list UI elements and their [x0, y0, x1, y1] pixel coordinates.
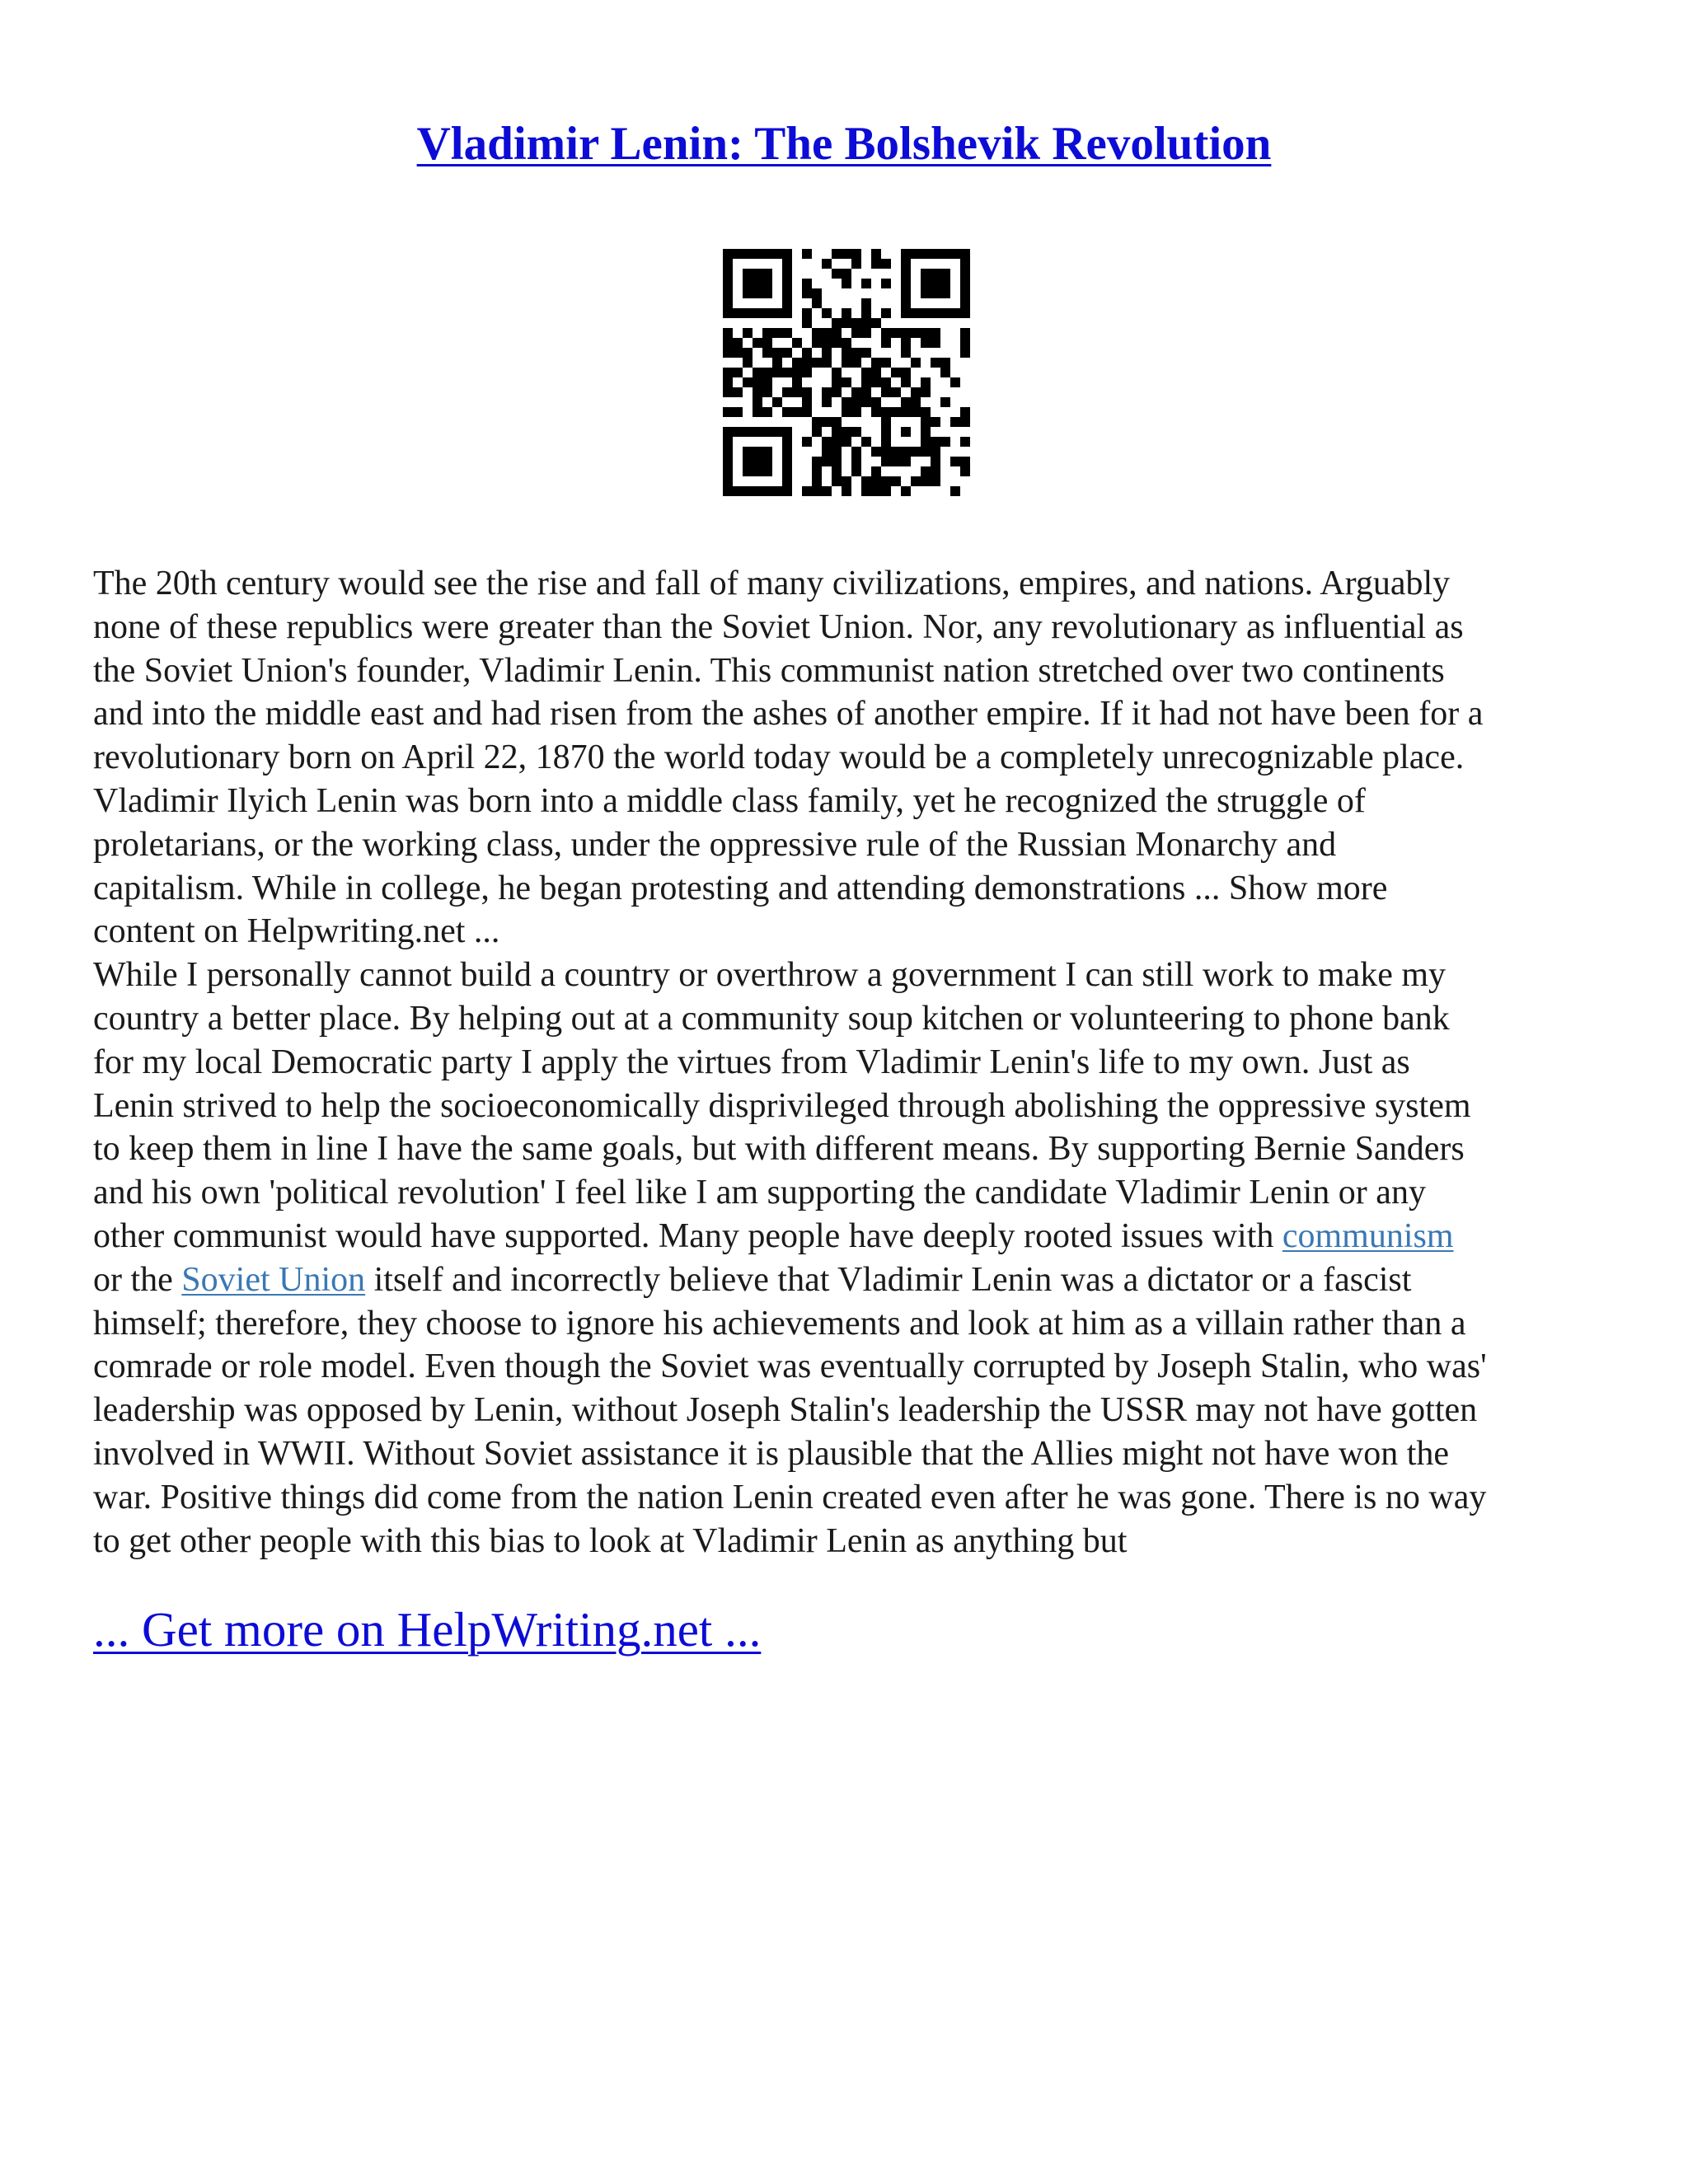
text-line: content on Helpwriting.net ...: [93, 912, 500, 951]
paragraph-2: [93, 954, 1601, 1563]
text-line: involved in WWII. Without Soviet assistance it is plausible that the Allies might not have won the: [93, 1434, 1450, 1473]
text-line: for my local Democratic party I apply the virtues from Vladimir Lenin's life to my own. Just as: [93, 1043, 1410, 1081]
page-title: [0, 115, 1688, 173]
text-line: the Soviet Union's founder, Vladimir Lenin. This communist nation stretched over two continents: [93, 651, 1445, 690]
communism-link[interactable]: communism: [1282, 1216, 1454, 1255]
text-line: himself; therefore, they choose to ignore his achievements and look at him as a villain rather than a: [93, 1304, 1466, 1343]
text-line-with-link: [93, 1258, 1601, 1302]
text-line: comrade or role model. Even though the Soviet was eventually corrupted by Joseph Stalin, who was': [93, 1347, 1487, 1386]
get-more-link[interactable]: ... Get more on HelpWriting.net ...: [93, 1602, 762, 1657]
text-segment: or the: [93, 1260, 182, 1299]
title-link[interactable]: Vladimir Lenin: The Bolshevik Revolution: [416, 118, 1272, 170]
text-line: Lenin strived to help the socioeconomically disprivileged through abolishing the oppressive system: [93, 1086, 1471, 1125]
text-line-with-link: [93, 1215, 1601, 1258]
article-body: [93, 562, 1601, 1563]
text-segment: other communist would have supported. Many people have deeply rooted issues with: [93, 1216, 1282, 1255]
text-line: and his own 'political revolution' I feel like I am supporting the candidate Vladimir Lenin or any: [93, 1174, 1426, 1212]
text-line: war. Positive things did come from the nation Lenin created even after he was gone. There is no way: [93, 1478, 1487, 1516]
text-line: none of these republics were greater than the Soviet Union. Nor, any revolutionary as influential as: [93, 607, 1464, 646]
text-line: Vladimir Ilyich Lenin was born into a middle class family, yet he recognized the struggle of: [93, 781, 1366, 820]
qr-code-icon: [723, 249, 970, 496]
text-line: The 20th century would see the rise and fall of many civilizations, empires, and nations. Arguably: [93, 565, 1451, 602]
text-line: proletarians, or the working class, under the oppressive rule of the Russian Monarchy and: [93, 825, 1337, 864]
text-line: to get other people with this bias to look at Vladimir Lenin as anything but: [93, 1521, 1128, 1560]
text-line: While I personally cannot build a country or overthrow a government I can still work to make my: [93, 956, 1447, 995]
text-segment: itself and incorrectly believe that Vladimir Lenin was a dictator or a fascist: [365, 1260, 1412, 1299]
text-line: revolutionary born on April 22, 1870 the world today would be a completely unrecognizable place.: [93, 738, 1465, 777]
text-line: country a better place. By helping out at a community soup kitchen or volunteering to phone bank: [93, 999, 1450, 1038]
text-line: to keep them in line I have the same goals, but with different means. By supporting Bernie Sanders: [93, 1130, 1465, 1169]
paragraph-1: [93, 562, 1601, 954]
text-line: leadership was opposed by Lenin, without Joseph Stalin's leadership the USSR may not have gotten: [93, 1391, 1478, 1430]
get-more-link-container: [93, 1601, 761, 1658]
text-line: and into the middle east and had risen from the ashes of another empire. If it had not have been for a: [93, 695, 1484, 733]
soviet-union-link[interactable]: Soviet Union: [181, 1260, 366, 1299]
text-line: capitalism. While in college, he began protesting and attending demonstrations ... Show more: [93, 869, 1388, 907]
